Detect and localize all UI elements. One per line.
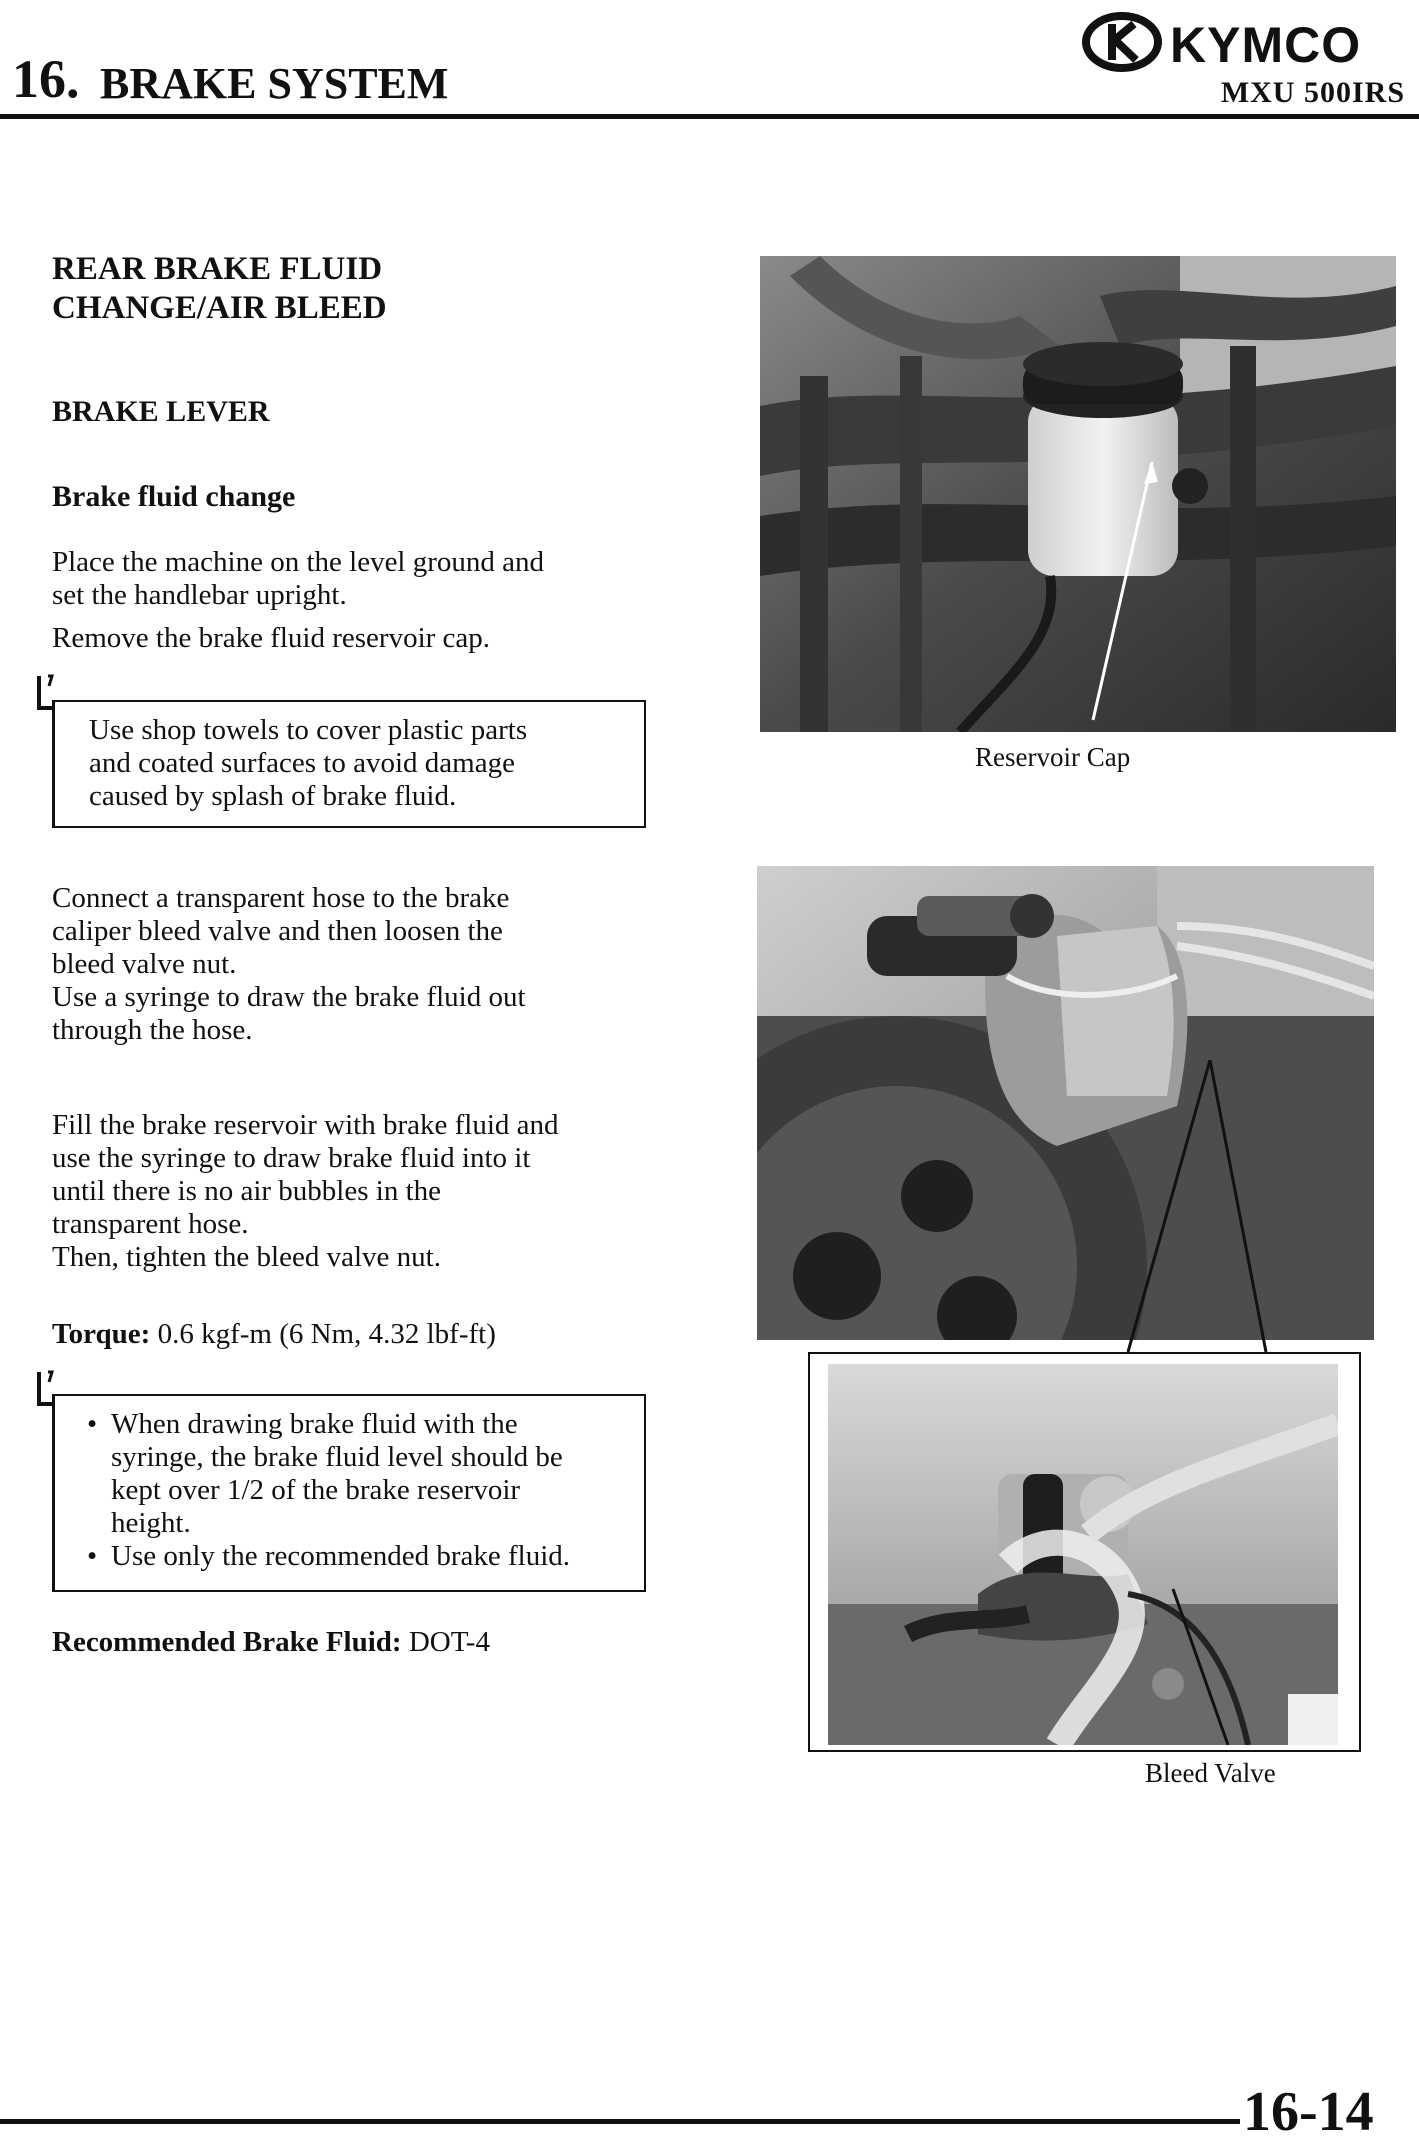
footer-rule bbox=[0, 2119, 1240, 2124]
callout-lines bbox=[1120, 1060, 1270, 1360]
note-list bbox=[87, 1408, 644, 1573]
paragraph-placement bbox=[52, 546, 652, 612]
section-subtitle: BRAKE LEVER bbox=[52, 395, 270, 428]
text-line: Use a syringe to draw the brake fluid out bbox=[52, 981, 526, 1013]
text-line: bleed valve nut. bbox=[52, 948, 237, 980]
text-line: use the syringe to draw brake fluid into it bbox=[52, 1142, 531, 1174]
brand-name: KYMCO bbox=[1170, 17, 1362, 73]
photo-reservoir bbox=[760, 256, 1396, 732]
note-text-line: Use shop towels to cover plastic parts bbox=[89, 714, 528, 746]
note-box-towels bbox=[52, 700, 646, 828]
note-text-line: • When drawing brake fluid with the bbox=[111, 1408, 518, 1440]
brand-logo bbox=[1082, 10, 1417, 74]
section-title-line: REAR BRAKE FLUID bbox=[52, 251, 383, 287]
note-list-item: • Use only the recommended brake fluid. bbox=[87, 1540, 644, 1573]
note-text-line: kept over 1/2 of the brake reservoir bbox=[111, 1474, 521, 1506]
bleed-valve-photo-image bbox=[828, 1364, 1338, 1745]
photo-bleed-valve bbox=[828, 1364, 1338, 1745]
note-text-line: height. bbox=[111, 1507, 191, 1539]
text-line: Then, tighten the bleed valve nut. bbox=[52, 1241, 441, 1273]
caliper-photo-image bbox=[757, 866, 1374, 1340]
torque-spec bbox=[52, 1318, 652, 1351]
text-line: through the hose. bbox=[52, 1014, 253, 1046]
caption-bleed-valve: Bleed Valve bbox=[1145, 1758, 1276, 1788]
fluid-value: DOT-4 bbox=[401, 1626, 490, 1658]
text-line: set the handlebar upright. bbox=[52, 579, 347, 611]
section-title bbox=[52, 250, 652, 328]
paragraph-connect-hose bbox=[52, 882, 652, 1047]
note-list-item bbox=[87, 1408, 644, 1540]
caption-reservoir-cap: Reservoir Cap bbox=[975, 742, 1131, 772]
fluid-label: Recommended Brake Fluid: bbox=[52, 1626, 402, 1658]
photo-caliper bbox=[757, 866, 1374, 1340]
text-line: caliper bleed valve and then loosen the bbox=[52, 915, 503, 947]
kymco-logo-icon bbox=[1082, 10, 1417, 74]
section-subsubtitle: Brake fluid change bbox=[52, 480, 296, 513]
chapter-title: BRAKE SYSTEM bbox=[100, 59, 449, 108]
chapter-number: 16. bbox=[12, 49, 80, 109]
note-text-line: and coated surfaces to avoid damage bbox=[89, 747, 515, 779]
header-rule bbox=[0, 114, 1419, 119]
page-number: 16-14 bbox=[1243, 2081, 1374, 2143]
recommended-fluid bbox=[52, 1626, 652, 1659]
text-line: Connect a transparent hose to the brake bbox=[52, 882, 510, 914]
torque-label: Torque: bbox=[52, 1318, 151, 1350]
paragraph-fill-reservoir bbox=[52, 1109, 692, 1274]
note-text-line: syringe, the brake fluid level should be bbox=[111, 1441, 563, 1473]
reservoir-photo-image bbox=[760, 256, 1396, 732]
text-line: Fill the brake reservoir with brake fluid and bbox=[52, 1109, 559, 1141]
note-box-fluid bbox=[52, 1394, 646, 1592]
note-text-line: caused by splash of brake fluid. bbox=[89, 780, 457, 812]
model-name: MXU 500IRS bbox=[1220, 76, 1405, 109]
torque-value: 0.6 kgf-m (6 Nm, 4.32 lbf-ft) bbox=[150, 1318, 496, 1350]
paragraph-remove-cap: Remove the brake fluid reservoir cap. bbox=[52, 622, 491, 654]
text-line: transparent hose. bbox=[52, 1208, 249, 1240]
text-line: until there is no air bubbles in the bbox=[52, 1175, 442, 1207]
text-line: Place the machine on the level ground and bbox=[52, 546, 545, 578]
section-title-line: CHANGE/AIR BLEED bbox=[52, 290, 387, 326]
